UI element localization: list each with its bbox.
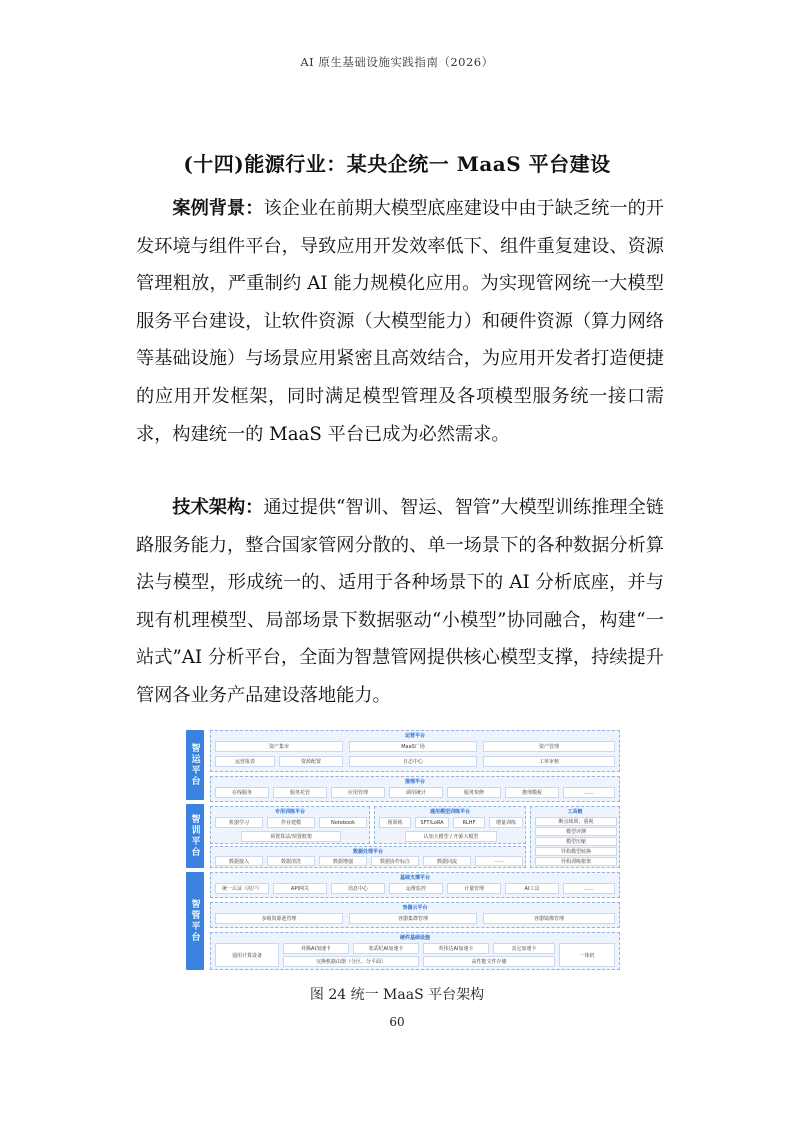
data-item: 数据增强 <box>319 856 367 866</box>
hardware-panel <box>210 932 620 970</box>
toolchain-item: 异构训练框架 <box>535 857 617 866</box>
ops-item: MaaS广场 <box>349 741 477 752</box>
inference-item: 在线服务 <box>215 787 269 798</box>
ops-platform-title: 运营平台 <box>404 733 425 739</box>
hardware-item: 高性能文件存储 <box>423 956 555 967</box>
inference-platform-title: 推理平台 <box>404 779 425 785</box>
container-item: 容器镜像管理 <box>483 913 615 924</box>
general-training-item: SFT/LoRA <box>415 817 449 828</box>
inference-item: 应用管理 <box>331 787 385 798</box>
infra-support-item: API网关 <box>273 883 327 894</box>
infra-support-title: 基础支撑平台 <box>399 875 430 881</box>
side-label-guan: 智管平台 <box>186 872 204 970</box>
inference-item: 服务托管 <box>273 787 327 798</box>
tech-architecture-paragraph <box>136 489 664 715</box>
toolchain-item: 断点续训、重视 <box>535 817 617 826</box>
hardware-item: 其它加速卡 <box>493 943 555 954</box>
data-item: 数据协作标注 <box>371 856 419 866</box>
infra-support-item: 消息中心 <box>331 883 385 894</box>
container-cloud-title: 容器云平台 <box>402 905 428 911</box>
inference-item: ...... <box>563 787 615 798</box>
data-item: 数据回流 <box>423 856 471 866</box>
special-training-panel <box>210 806 370 844</box>
infra-support-item: 运维监控 <box>389 883 443 894</box>
inference-item: 推理模板 <box>505 787 559 798</box>
general-training-title: 通用模型训练平台 <box>429 809 470 815</box>
special-training-title: 专用训练平台 <box>274 809 305 815</box>
infra-support-item: ...... <box>563 883 615 894</box>
container-cloud-panel <box>210 902 620 928</box>
ops-item: 资源配置 <box>279 756 343 767</box>
data-item: ...... <box>475 856 523 866</box>
toolchain-item: 模型压缩 <box>535 837 617 846</box>
container-item: 多级资源池管理 <box>215 913 343 924</box>
tech-architecture-text: 通过提供“智训、智运、智管”大模型训练推理全链路服务能力，整合国家管网分散的、单一场景下的各种数据分析算法与模型，形成统一的、适用于各种场景下的 AI 分析底座，并与现有机理模型、局部场景下数据驱动“小模型”协同融合，构建“一站式”AI 分析平台，全面为智慧管网提供核心模型支撑，持续提升管网各业务产品建设落地能力。 <box>136 497 664 706</box>
hardware-item: 交换机路由器（分区、分平面） <box>283 956 419 967</box>
side-label-xun: 智训平台 <box>186 804 204 868</box>
special-training-item: Notebook <box>319 817 367 828</box>
figure-caption: 图 24 统一 MaaS 平台架构 <box>309 987 485 1003</box>
case-background-label: 案例背景： <box>172 198 264 219</box>
hardware-item: 一体机 <box>559 943 615 967</box>
maas-architecture-figure <box>186 728 622 972</box>
toolchain-panel <box>530 806 620 868</box>
infra-support-item: 计量管理 <box>447 883 501 894</box>
ops-item: 日志中心 <box>349 756 477 767</box>
toolchain-item: 异构模型转换 <box>535 847 617 856</box>
infra-support-item: 统一认证（用户） <box>215 883 269 894</box>
general-training-panel <box>374 806 526 844</box>
hardware-item: 昇腾AI加速卡 <box>283 943 349 954</box>
tech-architecture-label: 技术架构： <box>172 497 264 518</box>
case-background-text: 该企业在前期大模型底座建设中由于缺乏统一的开发环境与组件平台，导致应用开发效率低下、组件重复建设、资源管理粗放，严重制约 AI 能力规模化应用。为实现管网统一大模型服务平台建设，让软件资源（大模型能力）和硬件资源（算力网络等基础设施）与场景应用紧密且高效结合，为应用开发者打造便捷的应用开发框架，同时满足模型管理及各项模型服务统一接口需求，构建统一的 MaaS 平台已成为必然需求。 <box>136 198 664 445</box>
ops-platform-panel <box>210 730 620 772</box>
ops-item: 工单审核 <box>483 756 615 767</box>
hardware-item: 英伟达AI加速卡 <box>423 943 489 954</box>
general-training-item: 增量训练 <box>489 817 523 828</box>
inference-item: 服务快修 <box>447 787 501 798</box>
page-number: 60 <box>389 1015 405 1029</box>
side-label-yun: 智运平台 <box>186 730 204 800</box>
data-platform-title: 数据处理平台 <box>352 849 383 855</box>
container-item: 容器集群管理 <box>349 913 477 924</box>
inference-platform-panel <box>210 776 620 802</box>
general-training-item: 预训练 <box>379 817 411 828</box>
toolchain-item: 模型评测 <box>535 827 617 836</box>
inference-item: 调用统计 <box>389 787 443 798</box>
hardware-item: 寒武纪AI加速卡 <box>353 943 419 954</box>
section-heading: (十四)能源行业：某央企统一 MaaS 平台建设 <box>183 152 611 176</box>
data-item: 数据接入 <box>215 856 263 866</box>
general-training-item: 认知大模型 / 开源大模型 <box>405 831 497 842</box>
infra-support-panel <box>210 872 620 898</box>
infra-support-item: AI工具 <box>505 883 559 894</box>
general-training-item: RLHF <box>453 817 485 828</box>
toolchain-title: 工具链 <box>567 809 583 815</box>
ops-item: 运营报表 <box>215 756 275 767</box>
data-item: 数据清洗 <box>267 856 315 866</box>
data-platform-panel <box>210 846 526 868</box>
special-training-item: 机器学习 <box>215 817 263 828</box>
special-training-item: 作业建模 <box>267 817 315 828</box>
hardware-item: 通用计算设备 <box>215 943 279 967</box>
hardware-title: 硬件基础设施 <box>399 935 430 941</box>
special-training-item: 预置算法/预置框架 <box>241 831 341 842</box>
case-background-paragraph <box>136 190 664 453</box>
ops-item: 资产集市 <box>215 741 343 752</box>
running-header: AI 原生基础设施实践指南（2026） <box>300 55 494 69</box>
ops-item: 资产管理 <box>483 741 615 752</box>
